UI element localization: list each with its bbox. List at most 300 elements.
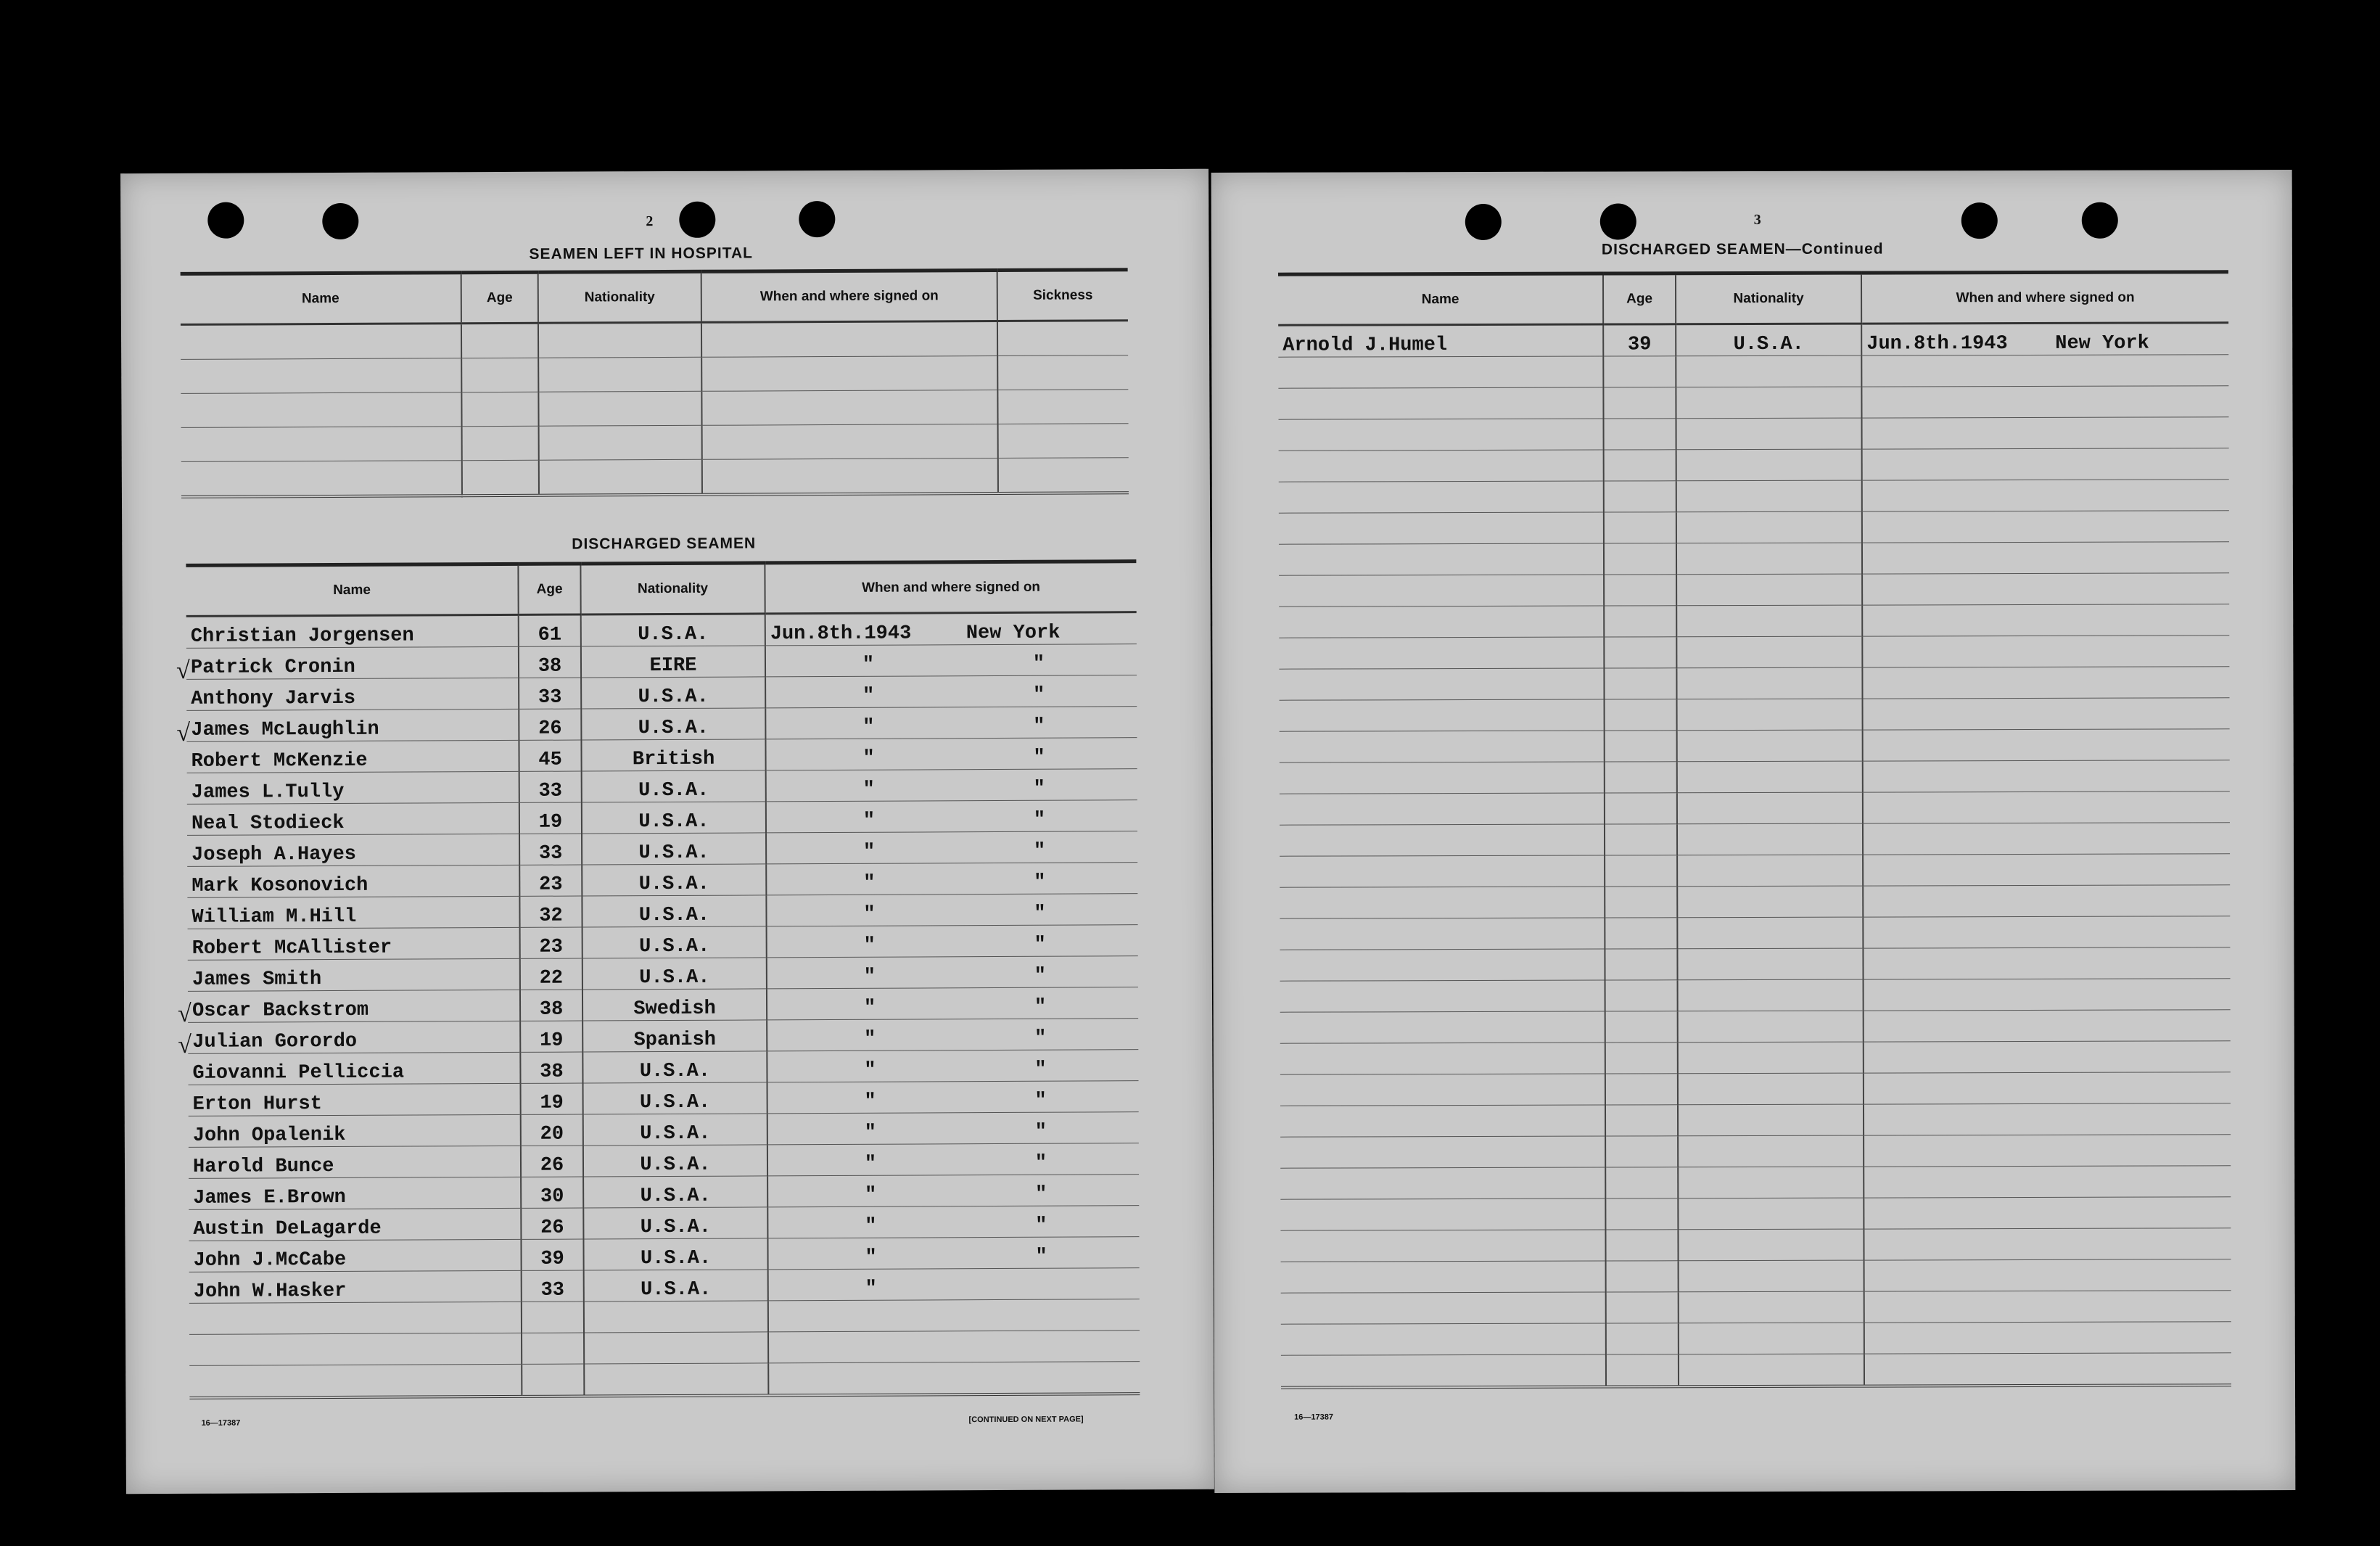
seaman-name: Erton Hurst	[192, 1093, 322, 1116]
seaman-age: 33	[522, 1270, 584, 1302]
table-cell	[1679, 1354, 1864, 1386]
punch-hole	[322, 203, 358, 239]
signed-place: "	[1034, 1152, 1047, 1175]
table-row	[1279, 604, 2229, 638]
seaman-name-cell	[189, 1177, 521, 1209]
table-cell	[1864, 979, 2231, 1011]
seaman-name-cell	[189, 1208, 521, 1241]
signed-date: "	[864, 1090, 876, 1113]
seaman-name-cell	[189, 1239, 521, 1272]
table-cell	[1676, 480, 1862, 512]
signed-on-cell	[766, 894, 1137, 926]
signed-place: "	[1035, 1214, 1047, 1237]
table-cell	[1864, 1103, 2231, 1135]
table-cell	[1862, 636, 2229, 667]
table-row	[1279, 636, 2229, 669]
discharged-continued-table	[1278, 270, 2231, 1389]
table-cell	[1281, 1354, 1606, 1388]
signed-on-cell	[767, 1019, 1138, 1051]
seaman-name-cell	[187, 771, 519, 804]
table-cell	[1606, 1354, 1679, 1387]
table-cell	[1677, 730, 1863, 762]
table-row	[1280, 729, 2230, 762]
table-cell	[1864, 1072, 2231, 1104]
seaman-name-cell	[189, 1114, 521, 1147]
seaman-name: Christian Jorgensen	[190, 625, 414, 648]
table-cell	[1862, 511, 2229, 543]
table-row	[189, 1112, 1139, 1148]
table-row	[189, 1175, 1139, 1210]
signed-place: "	[1034, 1058, 1047, 1081]
punch-hole	[2082, 202, 2118, 239]
column-header: Nationality	[538, 271, 701, 323]
table-cell	[1280, 1167, 1605, 1199]
seaman-name-cell	[189, 1270, 522, 1303]
table-row	[1280, 1166, 2231, 1199]
column-header: Age	[1603, 274, 1676, 324]
table-cell	[1604, 450, 1676, 481]
table-cell	[1604, 668, 1676, 699]
table-cell	[1677, 823, 1863, 855]
table-row	[1279, 573, 2229, 607]
table-cell	[1279, 481, 1604, 513]
table-cell	[461, 358, 538, 392]
table-cell	[1676, 605, 1862, 637]
seaman-nationality: U.S.A.	[581, 677, 765, 709]
table-cell	[1863, 760, 2230, 792]
table-cell	[1605, 824, 1677, 855]
table-cell	[539, 459, 702, 495]
table-cell	[539, 425, 702, 460]
table-cell	[181, 461, 462, 497]
signed-place: "	[1035, 1246, 1047, 1268]
table-cell	[1863, 885, 2230, 917]
table-cell	[1279, 637, 1604, 669]
table-cell	[1606, 1261, 1679, 1292]
table-row	[188, 1050, 1138, 1085]
table-cell	[1679, 1323, 1864, 1354]
seaman-name: Robert McKenzie	[191, 749, 368, 773]
column-header: Nationality	[580, 563, 765, 614]
signed-date	[773, 1324, 969, 1325]
signed-on-cell	[767, 987, 1138, 1020]
punch-hole	[799, 201, 835, 237]
seaman-name: Joseph A.Hayes	[192, 843, 357, 866]
seaman-nationality: U.S.A.	[582, 802, 766, 834]
table-row	[181, 424, 1129, 462]
table-row	[189, 1362, 1140, 1398]
table-row	[187, 863, 1137, 898]
seaman-age: 33	[519, 678, 581, 709]
seaman-nationality: U.S.A.	[582, 833, 766, 865]
table-cell	[702, 424, 998, 460]
column-header: When and where signed on	[765, 562, 1136, 614]
signed-date: "	[865, 1278, 877, 1300]
seaman-name-cell	[189, 1146, 521, 1178]
table-row	[186, 644, 1137, 680]
table-row	[187, 894, 1137, 929]
seaman-name-cell	[187, 802, 519, 835]
seaman-nationality: U.S.A.	[583, 1114, 767, 1146]
seaman-age: 19	[520, 1021, 582, 1052]
seaman-name-cell	[188, 927, 520, 960]
table-cell	[1861, 386, 2228, 418]
table-cell	[1280, 1011, 1605, 1043]
table-cell	[1862, 667, 2229, 699]
table-cell	[1678, 979, 1864, 1011]
table-cell	[1676, 574, 1862, 606]
seaman-name: James McLaughlin	[191, 718, 379, 741]
signed-date: "	[864, 1059, 876, 1082]
table-cell	[1605, 980, 1678, 1011]
table-cell	[1279, 450, 1604, 482]
table-cell	[1677, 761, 1863, 793]
seaman-nationality: U.S.A.	[1676, 324, 1861, 356]
table-cell	[1605, 1043, 1678, 1074]
table-cell	[1864, 1010, 2231, 1042]
seaman-age: 33	[519, 834, 582, 865]
signed-place: "	[1033, 684, 1045, 707]
seaman-name-cell	[188, 958, 520, 991]
seaman-age: 26	[521, 1146, 583, 1177]
table-cell	[1280, 699, 1605, 731]
signed-date: "	[863, 966, 876, 988]
table-cell	[1605, 699, 1677, 731]
signed-date: "	[863, 872, 876, 895]
signed-place: "	[1033, 747, 1045, 769]
table-cell	[1280, 1198, 1605, 1230]
table-cell	[997, 390, 1128, 424]
table-cell	[1604, 637, 1676, 668]
punch-hole	[1961, 202, 1998, 239]
signed-place: "	[1034, 871, 1046, 894]
table-cell	[701, 321, 997, 358]
seaman-age: 38	[519, 646, 581, 678]
seaman-name: John Opalenik	[192, 1124, 346, 1147]
table-row	[1280, 1228, 2231, 1262]
signed-on-cell	[765, 738, 1137, 770]
signed-date: "	[862, 716, 875, 739]
table-row	[1279, 448, 2229, 482]
seaman-age: 38	[520, 1052, 582, 1083]
table-cell	[1605, 1105, 1678, 1136]
table-cell	[702, 459, 998, 495]
signed-place: New York	[965, 622, 1061, 645]
table-row	[186, 675, 1137, 711]
table-cell	[1281, 1261, 1606, 1293]
table-cell	[1280, 980, 1605, 1012]
seaman-age: 19	[519, 802, 582, 834]
table-cell	[1678, 1167, 1864, 1198]
seaman-name-cell	[189, 1302, 522, 1334]
table-cell	[1606, 1323, 1679, 1354]
seaman-name: Neal Stodieck	[191, 812, 345, 835]
signed-place: "	[1034, 1090, 1047, 1112]
table-cell	[701, 356, 997, 392]
seaman-nationality: U.S.A.	[583, 1207, 767, 1239]
signed-on-cell	[766, 769, 1137, 802]
table-cell	[1676, 449, 1862, 481]
table-cell	[1864, 1197, 2231, 1229]
table-cell	[1864, 1135, 2231, 1167]
seaman-name-cell	[176, 646, 519, 684]
table-cell	[1864, 1291, 2231, 1323]
signed-date: "	[864, 1153, 877, 1175]
table-cell	[1280, 1230, 1605, 1262]
table-cell	[461, 392, 538, 426]
seaman-name-cell	[187, 865, 519, 897]
column-header: Age	[461, 272, 538, 323]
signed-place: "	[1034, 996, 1047, 1019]
table-cell	[1678, 1229, 1864, 1261]
table-row	[1281, 1353, 2231, 1388]
table-cell	[998, 424, 1129, 459]
signed-date: "	[865, 1246, 877, 1269]
seaman-nationality	[584, 1301, 768, 1333]
seaman-age: 45	[519, 740, 581, 771]
table-cell	[1280, 1074, 1605, 1106]
table-cell	[1604, 543, 1676, 575]
seaman-name: Giovanni Pelliccia	[192, 1061, 405, 1085]
seaman-name: James Smith	[192, 969, 322, 991]
table-row	[189, 1081, 1139, 1117]
signed-place	[969, 1323, 1114, 1324]
seaman-age: 19	[521, 1083, 583, 1114]
signed-on-cell	[768, 1331, 1140, 1363]
hospital-section-title: SEAMEN LEFT IN HOSPITAL	[529, 244, 754, 263]
seaman-age: 23	[519, 865, 582, 896]
seaman-age: 30	[521, 1177, 583, 1208]
column-header: When and where signed on	[1861, 272, 2228, 324]
table-cell	[1280, 1105, 1605, 1137]
seaman-age: 20	[521, 1114, 583, 1146]
signed-place: "	[1034, 1121, 1047, 1143]
signed-on-cell	[765, 612, 1137, 646]
seaman-name-cell	[189, 1333, 522, 1365]
table-row	[1280, 854, 2230, 887]
seaman-age: 39	[1603, 324, 1676, 356]
seaman-name-cell	[178, 990, 520, 1027]
signed-date: "	[862, 654, 875, 676]
seaman-nationality: Swedish	[582, 989, 767, 1021]
table-cell	[1604, 575, 1676, 606]
seaman-name: Patrick Cronin	[190, 656, 355, 679]
table-row	[1279, 542, 2229, 575]
signed-place: "	[1033, 715, 1045, 738]
table-row	[1279, 417, 2229, 451]
table-cell	[1677, 948, 1863, 980]
signed-on-cell	[767, 1206, 1139, 1238]
hospital-table	[181, 268, 1129, 498]
signed-on-cell	[765, 707, 1137, 739]
seaman-name: James L.Tully	[191, 781, 345, 804]
table-row	[1280, 916, 2230, 950]
seaman-name-cell	[186, 740, 519, 773]
seaman-name: Harold Bunce	[192, 1156, 334, 1178]
table-cell	[1863, 916, 2230, 948]
table-row	[186, 612, 1137, 649]
page-number: 3	[1753, 211, 1761, 228]
seaman-name-cell	[186, 614, 519, 648]
table-cell	[538, 391, 701, 426]
table-cell	[1280, 1136, 1605, 1168]
table-cell	[1278, 356, 1603, 388]
table-row	[1281, 1322, 2231, 1355]
seaman-age: 38	[520, 990, 582, 1021]
seaman-name: Arnold J.Humel	[1278, 324, 1603, 357]
table-cell	[1677, 886, 1863, 918]
table-cell	[1606, 1292, 1679, 1323]
table-cell	[1862, 573, 2229, 605]
table-cell	[1676, 636, 1862, 668]
table-cell	[538, 322, 701, 358]
table-cell	[1281, 1292, 1606, 1324]
seaman-nationality: U.S.A.	[581, 708, 765, 740]
signed-on-cell	[766, 800, 1137, 833]
table-cell	[1280, 918, 1605, 950]
table-cell	[1676, 511, 1862, 543]
table-row	[1279, 667, 2229, 700]
table-cell	[538, 357, 701, 392]
signed-date: Jun.8th.1943	[1866, 333, 2008, 355]
signed-on-cell	[768, 1362, 1140, 1396]
table-row	[186, 707, 1137, 742]
seaman-name: Oscar Backstrom	[192, 999, 369, 1022]
table-cell	[1278, 387, 1603, 419]
seaman-nationality: EIRE	[581, 646, 765, 678]
table-cell	[181, 324, 461, 360]
table-cell	[1678, 1042, 1864, 1074]
seaman-name-cell	[189, 1364, 522, 1397]
table-cell	[1279, 419, 1604, 451]
table-cell	[1280, 855, 1605, 887]
signed-place: "	[1035, 1183, 1047, 1206]
signed-on-cell	[767, 1050, 1138, 1082]
signed-on-cell	[768, 1299, 1140, 1332]
table-cell	[1678, 1135, 1864, 1167]
table-cell	[1677, 699, 1863, 731]
table-cell	[1281, 1323, 1606, 1355]
signed-place: "	[1033, 840, 1046, 863]
discharged-section-title: DISCHARGED SEAMEN	[572, 535, 757, 553]
seaman-nationality: U.S.A.	[582, 1051, 767, 1083]
signed-place	[969, 1292, 1114, 1293]
table-row	[1280, 1041, 2231, 1074]
seaman-age: 61	[519, 614, 581, 646]
seaman-nationality: Spanish	[582, 1020, 767, 1052]
table-cell	[1864, 1259, 2231, 1291]
table-row	[1280, 979, 2231, 1012]
table-row	[189, 1206, 1139, 1241]
table-cell	[1863, 729, 2230, 761]
table-cell	[1605, 1198, 1678, 1230]
discharged-table	[176, 559, 1140, 1399]
table-row	[189, 1268, 1140, 1304]
seaman-name: John W.Hasker	[193, 1280, 347, 1303]
signed-on-cell	[767, 956, 1138, 989]
table-cell	[1605, 1011, 1678, 1043]
check-mark: √	[176, 719, 191, 747]
signed-on-cell	[767, 1175, 1139, 1207]
seaman-nationality	[584, 1332, 768, 1364]
table-cell	[1676, 387, 1861, 419]
table-row	[189, 1299, 1140, 1335]
form-number: 16—17387	[201, 1418, 241, 1428]
seaman-age	[522, 1302, 584, 1333]
table-cell	[1604, 481, 1676, 512]
seaman-name-cell	[176, 709, 519, 747]
table-cell	[1862, 604, 2229, 636]
table-cell	[1604, 512, 1676, 543]
signed-place: "	[1034, 902, 1046, 925]
seaman-name-cell	[188, 1052, 520, 1085]
table-row	[1280, 885, 2230, 918]
seaman-nationality: U.S.A.	[581, 614, 765, 646]
table-cell	[1864, 1353, 2231, 1386]
seaman-nationality: U.S.A.	[583, 1082, 767, 1114]
table-row	[181, 458, 1129, 497]
table-cell	[1605, 731, 1677, 762]
seaman-age: 26	[521, 1208, 583, 1239]
table-cell	[1863, 947, 2230, 979]
table-cell	[1678, 1011, 1864, 1043]
table-cell	[1605, 762, 1677, 793]
table-cell	[1605, 949, 1677, 980]
signed-date	[773, 1386, 969, 1387]
table-cell	[1279, 575, 1604, 607]
table-cell	[1605, 1230, 1678, 1261]
seaman-nationality: U.S.A.	[582, 895, 766, 927]
table-cell	[1605, 1167, 1678, 1198]
column-header: Name	[186, 564, 518, 616]
table-cell	[1280, 949, 1605, 981]
column-header: When and where signed on	[701, 271, 997, 323]
table-row	[181, 390, 1128, 428]
table-cell	[1279, 606, 1604, 638]
seaman-name: Anthony Jarvis	[191, 687, 356, 710]
table-row	[189, 1143, 1139, 1179]
table-cell	[1676, 355, 1861, 387]
signed-on-cell	[765, 675, 1137, 708]
table-cell	[1280, 762, 1605, 794]
seaman-age: 32	[519, 896, 582, 927]
seaman-nationality: British	[581, 739, 765, 771]
right-page	[1211, 170, 2296, 1493]
table-row	[1280, 823, 2230, 856]
table-cell	[701, 390, 997, 426]
table-row	[1280, 1010, 2231, 1043]
seaman-age: 26	[519, 709, 581, 740]
seaman-name: William M.Hill	[192, 905, 357, 929]
signed-date: "	[864, 1122, 876, 1144]
signed-on-cell	[766, 863, 1137, 895]
table-cell	[1605, 1074, 1678, 1105]
table-row	[1280, 1103, 2231, 1137]
signed-date: Jun.8th.1943	[770, 622, 912, 646]
seaman-age: 33	[519, 771, 582, 802]
table-cell	[1678, 1073, 1864, 1105]
seaman-nationality: U.S.A.	[584, 1270, 768, 1302]
signed-date: "	[864, 1028, 876, 1050]
seaman-name: Mark Kosonovich	[192, 874, 368, 897]
page-number: 2	[646, 213, 654, 230]
table-row	[186, 738, 1137, 773]
left-page	[120, 169, 1214, 1494]
table-row	[187, 769, 1137, 805]
seaman-age	[522, 1333, 584, 1364]
seaman-nationality	[584, 1363, 768, 1397]
signed-on-cell	[766, 831, 1137, 864]
